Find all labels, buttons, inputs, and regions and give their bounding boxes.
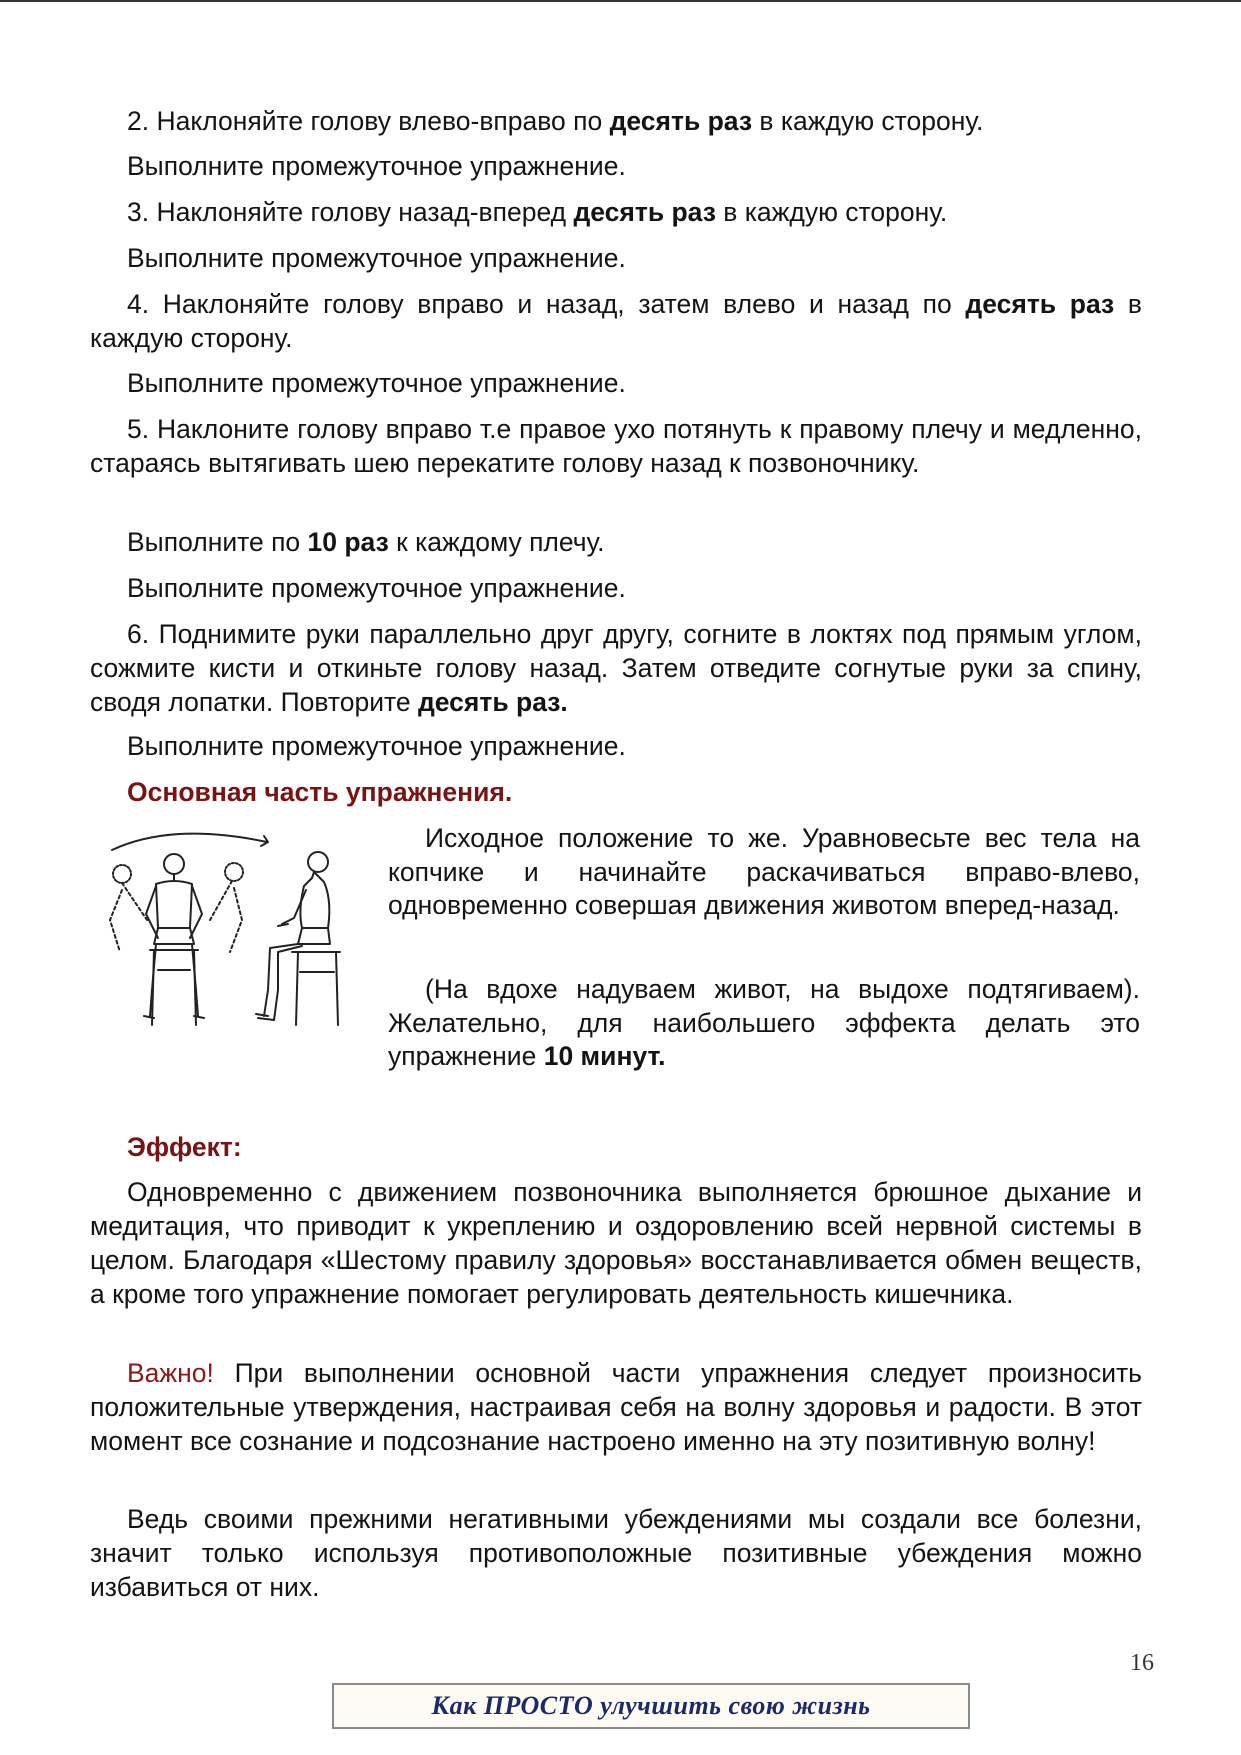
paragraph-step-5: 5. Наклоните голову вправо т.е правое ухо потянуть к правому плечу и медленно, стараясь вытягивать шею перекатите голову назад к позвоночнику. [90, 414, 1142, 478]
paragraph-step-4: 4. Наклоняйте голову вправо и назад, затем влево и назад по десять раз в каждую сторону. [90, 289, 1142, 353]
main-part-text: Исходное положение то же. Уравновесьте вес тела на копчике и начинайте раскачиваться вправо-влево, одновременно совершая движения животом вперед-назад. [388, 823, 1140, 920]
paragraph-step-2: 2. Наклоняйте голову влево-вправо по десять раз в каждую сторону. [127, 106, 984, 136]
main-part-heading: Основная часть упражнения. [127, 777, 513, 807]
closing-text: Ведь своими прежними негативными убеждениями мы создали все болезни, значит только используя противоположные позитивные убеждения можно избавиться от них. [90, 1504, 1142, 1602]
main-part-note: (На вдохе надуваем живот, на выдохе подтягиваем). Желательно, для наибольшего эффекта делать это упражнение 10 минут. [388, 974, 1140, 1071]
important-label: Важно! [127, 1358, 214, 1388]
page-number: 16 [1130, 1650, 1154, 1676]
effect-heading: Эффект: [127, 1132, 242, 1162]
intermediate-exercise-3: Выполните промежуточное упражнение. [127, 368, 626, 398]
paragraph-step-3: 3. Наклоняйте голову назад-вперед десять раз в каждую сторону. [127, 197, 948, 227]
top-rule [0, 0, 1241, 2]
intermediate-exercise-5: Выполните промежуточное упражнение. [127, 731, 626, 761]
effect-text: Одновременно с движением позвоночника выполняется брюшное дыхание и медитация, что приводит к укреплению и оздоровлению всей нервной системы в целом. Благодаря «Шестому правилу здоровья» восстанавливается обмен веществ, а кроме того упражнение помогает регулировать деятельность кишечника. [90, 1177, 1142, 1309]
exercise-illustration [92, 820, 372, 1050]
paragraph-step-6: 6. Поднимите руки параллельно друг другу, согните в локтях под прямым углом, сожмите кисти и откиньте голову назад. Затем отведите согнутые руки за спину, сводя лопатки. Повторите десять раз. [90, 619, 1142, 717]
intermediate-exercise-4: Выполните промежуточное упражнение. [127, 573, 626, 603]
paragraph-step-5-repeat: Выполните по 10 раз к каждому плечу. [127, 527, 605, 557]
footer-title: Как ПРОСТО улучшить свою жизнь [431, 1691, 871, 1720]
footer-banner [332, 1683, 970, 1729]
intermediate-exercise-1: Выполните промежуточное упражнение. [127, 151, 626, 181]
intermediate-exercise-2: Выполните промежуточное упражнение. [127, 243, 626, 273]
important-note: Важно! При выполнении основной части упражнения следует произносить положительные утверждения, настраивая себя на волну здоровья и радости. В этот момент все сознание и подсознание настроено именно на эту позитивную волну! [90, 1358, 1142, 1456]
